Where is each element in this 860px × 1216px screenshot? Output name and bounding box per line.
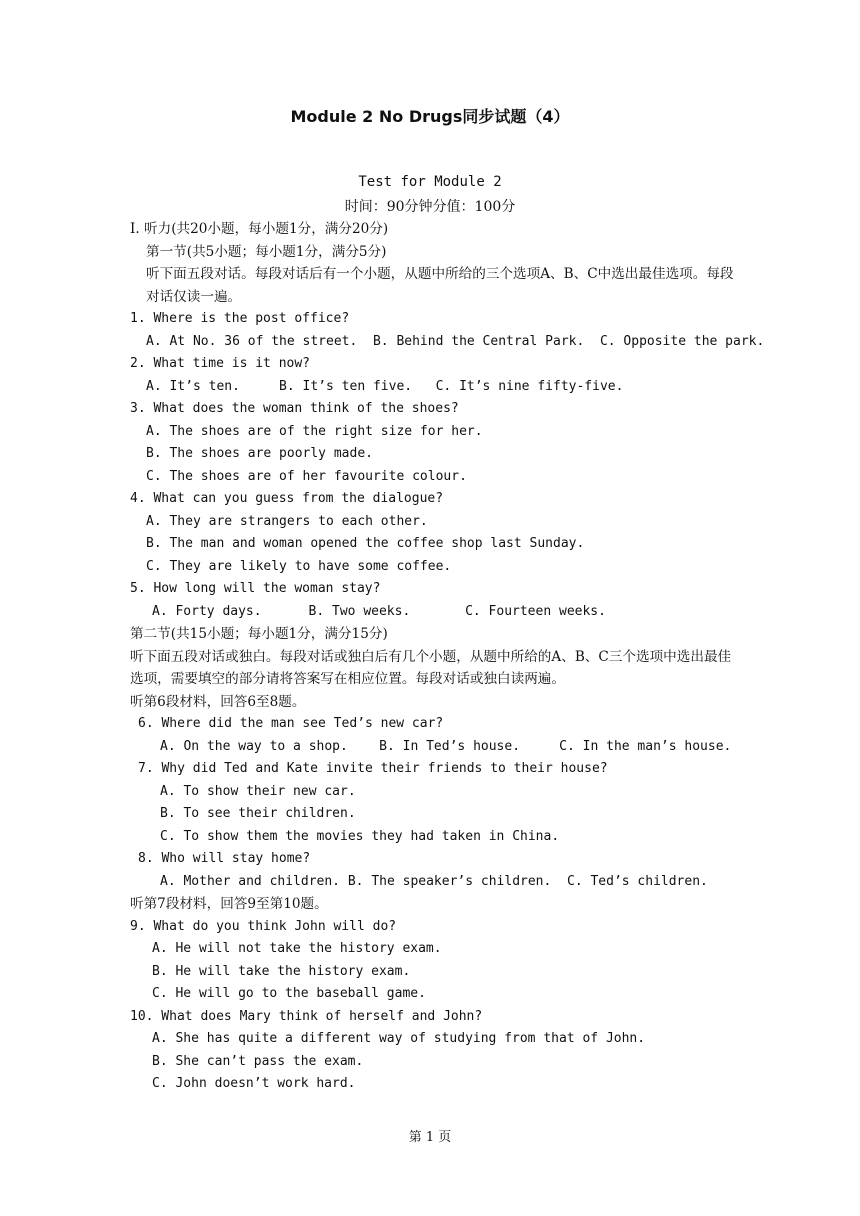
question-7-option-a: A. To show their new car.: [160, 783, 356, 799]
question-5-stem: 5. How long will the woman stay?: [130, 581, 381, 596]
question-9-option-a: A. He will not take the history exam.: [152, 941, 442, 956]
question-10-option-a: A. She has quite a different way of studying from that of John.: [152, 1031, 646, 1046]
question-6-options: A. On the way to a shop. B. In Ted’s house. C. In the man’s house.: [160, 738, 732, 754]
document-body: [130, 218, 765, 1096]
test-subtitle: Test for Module 2: [358, 174, 502, 190]
question-9-option-c: C. He will go to the baseball game.: [152, 986, 426, 1001]
part2-instructions: 听下面五段对话或独白。每段对话或独白后有几个小题，从题中所给的A、B、C三个选项中选出最佳选项，需要填空的部分请将答案写在相应位置。每段对话或独白读两遍。: [130, 648, 732, 687]
question-4-option-c: C. They are likely to have some coffee.: [146, 558, 452, 574]
question-4-option-a: A. They are strangers to each other.: [146, 513, 428, 529]
question-6-stem: 6. Where did the man see Ted’s new car?: [138, 716, 444, 731]
question-8-options: A. Mother and children. B. The speaker’s children. C. Ted’s children.: [160, 873, 708, 889]
question-10-option-b: B. She can’t pass the exam.: [152, 1053, 364, 1069]
part1-heading: 第一节(共5小题；每小题1分，满分5分): [146, 243, 387, 260]
section-heading: Ⅰ. 听力(共20小题，每小题1分，满分20分): [130, 221, 389, 237]
page-number: 第 1 页: [408, 1130, 452, 1145]
question-10-option-c: C. John doesn’t work hard.: [152, 1076, 356, 1091]
document-title: Module 2 No Drugs同步试题（4）: [290, 107, 570, 126]
question-3-option-b: B. The shoes are poorly made.: [146, 446, 373, 461]
question-7-option-c: C. To show them the movies they had taken in China.: [160, 828, 560, 844]
question-2-options: A. It’s ten. B. It’s ten five. C. It’s nine fifty-five.: [146, 378, 624, 394]
question-3-option-c: C. The shoes are of her favourite colour.: [146, 468, 467, 484]
question-4-stem: 4. What can you guess from the dialogue?: [130, 491, 444, 506]
question-5-options: A. Forty days. B. Two weeks. C. Fourteen weeks.: [152, 603, 606, 619]
question-2-stem: 2. What time is it now?: [130, 356, 311, 371]
part2-heading: 第二节(共15小题；每小题1分，满分15分): [130, 626, 388, 642]
material-6-label: 听第6段材料，回答6至8题。: [130, 693, 306, 710]
question-7-stem: 7. Why did Ted and Kate invite their friends to their house?: [138, 761, 608, 776]
question-7-option-b: B. To see their children.: [160, 806, 356, 821]
question-3-stem: 3. What does the woman think of the shoes?: [130, 401, 459, 416]
time-score-line: 时间：90分钟分值：100分: [344, 199, 516, 215]
part1-instructions: 听下面五段对话。每段对话后有一个小题，从题中所给的三个选项A、B、C中选出最佳选项。每段对话仅读一遍。: [146, 266, 734, 305]
question-1-stem: 1. Where is the post office?: [130, 311, 350, 326]
question-1-options: A. At No. 36 of the street. B. Behind the Central Park. C. Opposite the park.: [146, 333, 765, 349]
question-4-option-b: B. The man and woman opened the coffee shop last Sunday.: [146, 536, 585, 551]
question-10-stem: 10. What does Mary think of herself and John?: [130, 1008, 483, 1024]
question-9-stem: 9. What do you think John will do?: [130, 918, 397, 934]
material-7-label: 听第7段材料，回答9至第10题。: [130, 896, 328, 912]
question-9-option-b: B. He will take the history exam.: [152, 963, 411, 979]
question-8-stem: 8. Who will stay home?: [138, 851, 311, 866]
question-3-option-a: A. The shoes are of the right size for her.: [146, 423, 483, 439]
